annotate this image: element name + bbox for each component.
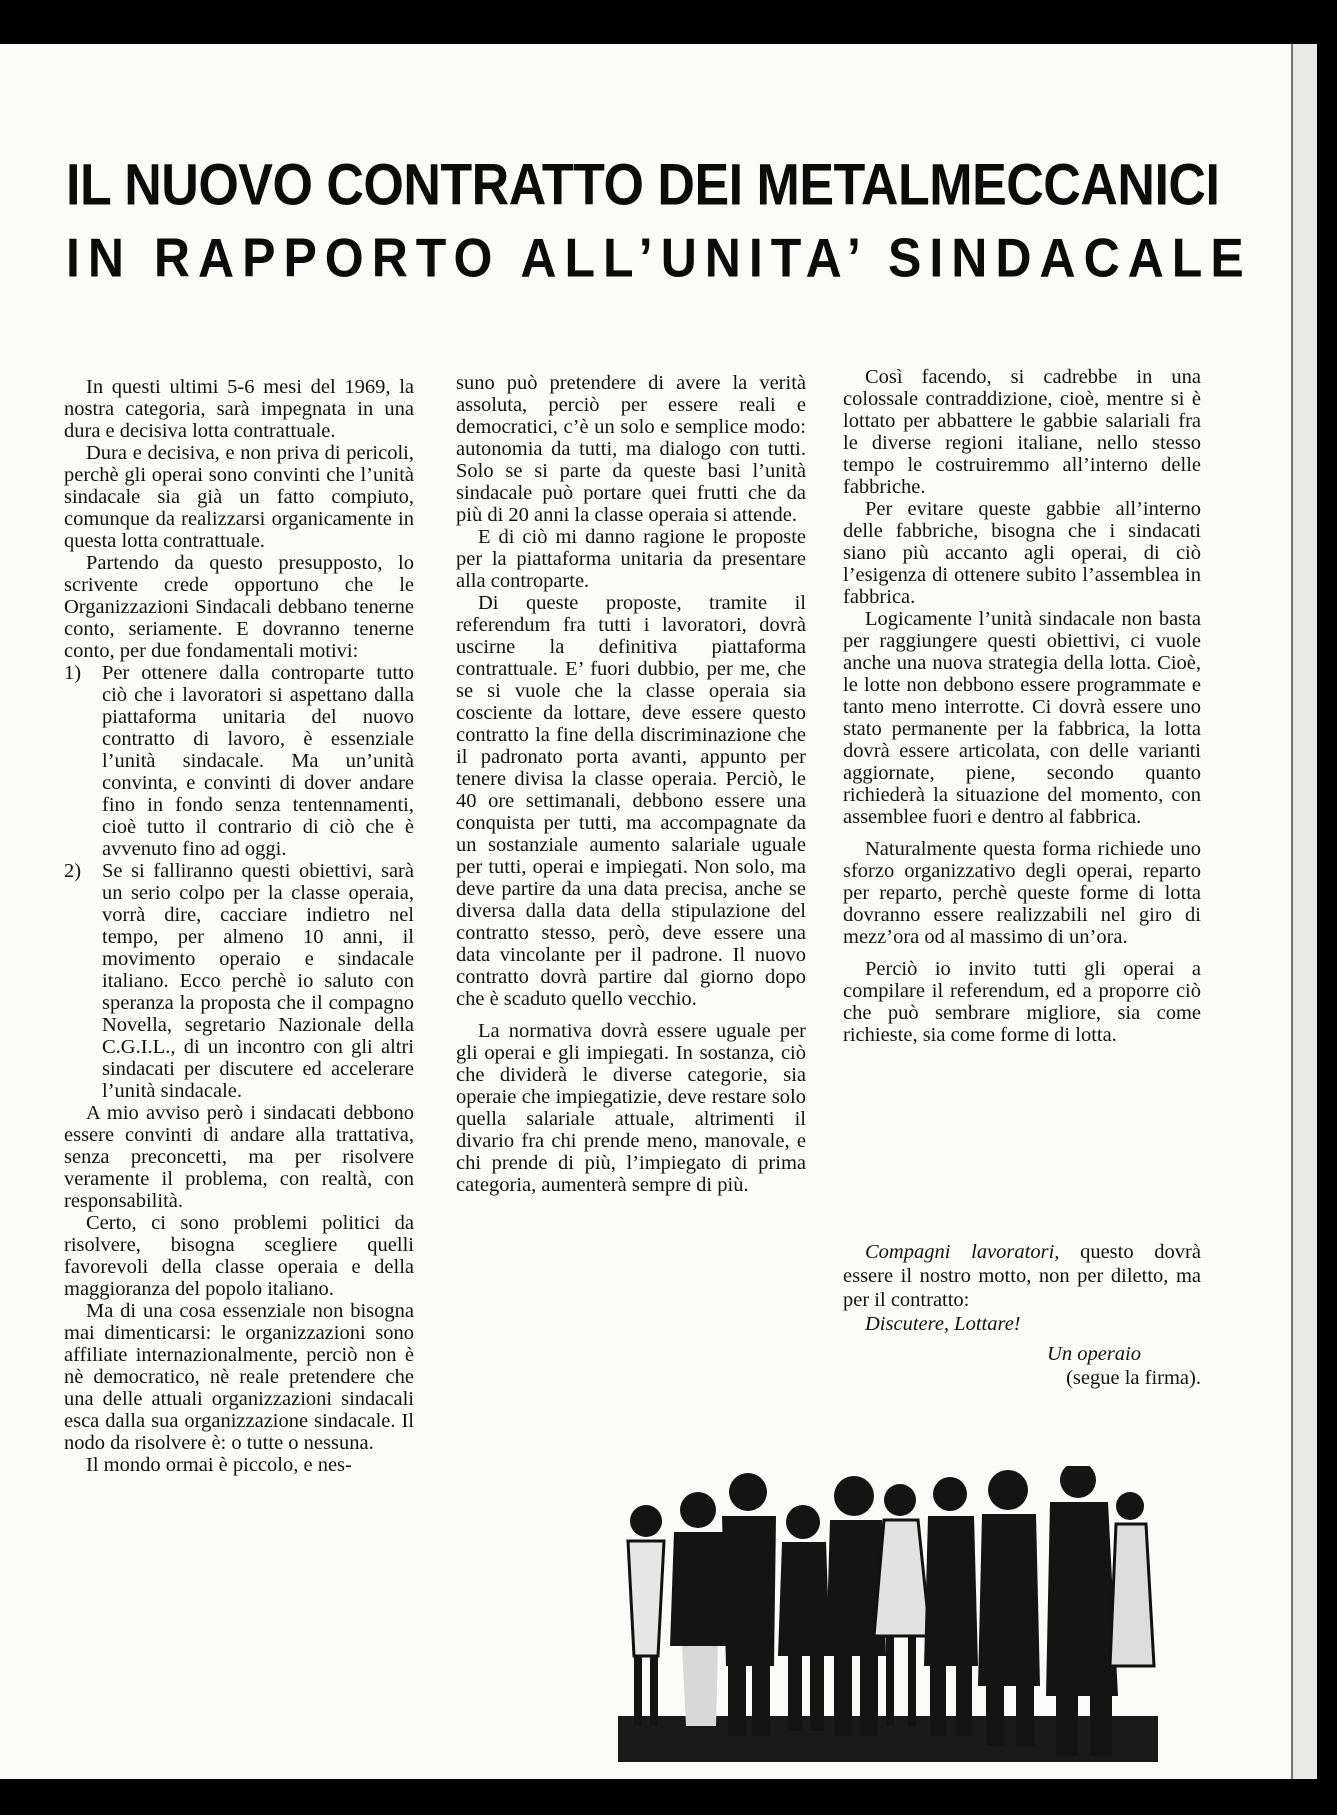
headline-line-1: IL NUOVO CONTRATTO DEI METALMECCANICI (66, 153, 1220, 219)
spacer (843, 948, 1201, 958)
list-text: Se si falliranno questi obiettivi, sarà un serio colpo per la classe operaia, vorrà dire, cacciare indietro nel tempo, per almeno 10 anni, il movimento operaio e sindacale italiano. Ecco perchè io saluto con speranza la proposta che il compagno Novella, segretario Nazionale della C.G.I.L., di un incontro con gli altri sindacati per discutere ed accelerare l’unità sindacale. (102, 860, 414, 1102)
list-text: Per ottenere dalla controparte tutto ciò che i lavoratori si aspettano dalla piattaforma unitaria del nuovo contratto di lavoro, è essenziale l’unità sindacale. Ma un’unità convinta, e convinti di dover andare fino in fondo senza tentennamenti, cioè tutto il contrario di ciò che è avvenuto fino ad oggi. (102, 662, 414, 860)
paragraph: In questi ultimi 5-6 mesi del 1969, la nostra categoria, sarà impegnata in una dura e decisiva lotta contrattuale. (64, 376, 414, 442)
motto-lead: Compagni lavoratori, (865, 1241, 1060, 1263)
article-column-1 (64, 376, 414, 1476)
paragraph: suno può pretendere di avere la verità assoluta, perciò per essere reali e democratici, c’è un solo e semplice modo: autonomia da tutti, ma dialogo con tutti. Solo se si parte da queste basi l’unità sindacale può portare quei frutti che da più di 20 anni la classe operaia si attende. (456, 372, 806, 526)
paragraph: Perciò io invito tutti gli operai a compilare il referendum, ed a proporre ciò che può sembrare migliore, sia come richieste, sia come forme di lotta. (843, 958, 1201, 1046)
paragraph: La normativa dovrà essere uguale per gli operai e gli impiegati. In sostanza, ciò che dividerà le diverse categorie, sia operaie che impiegatizie, deve restare solo quella salariale attuale, altrimenti il divario fra chi prende meno, manovale, e chi prende di più, l’impiegato di prima categoria, aumenterà sempre di più. (456, 1020, 806, 1196)
paragraph: Certo, ci sono problemi politici da risolvere, bisogna scegliere quelli favorevoli della classe operaia e della maggioranza del popolo italiano. (64, 1212, 414, 1300)
author: Un operaio (1047, 1343, 1141, 1365)
list-item (64, 662, 414, 860)
paragraph: Di queste proposte, tramite il referendum fra tutti i lavoratori, dovrà uscirne la definitiva piattaforma contrattuale. E’ fuori dubbio, per me, che se si vuole che la classe operaia sia cosciente da lottare, deve essere questo contratto la fine della discriminazione che il padronato porta avanti, appunto per tenere divisa la classe operaia. Perciò, le 40 ore settimanali, debbono essere una conquista per tutti, ma accompagnate da un sostanziale aumento salariale uguale per tutti, operai e impiegati. Non solo, ma deve partire da una data precisa, anche se diversa dalla data della stipulazione del contratto stesso, però, deve essere una data vincolante per il padrone. Il nuovo contratto dovrà partire dal giorno dopo che è scaduto quello vecchio. (456, 592, 806, 1010)
paragraph: Per evitare queste gabbie all’interno delle fabbriche, bisogna che i sindacati siano più accanto agli operai, di ciò l’esigenza di ottenere subito l’assemblea in fabbrica. (843, 498, 1201, 608)
paragraph: E di ciò mi danno ragione le proposte per la piattaforma unitaria da presentare alla controparte. (456, 526, 806, 592)
paragraph: Naturalmente questa forma richiede uno sforzo organizzativo degli operai, reparto per reparto, perchè queste forme di lotta dovranno essere realizzabili nel giro di mezz’ora od al massimo di un’ora. (843, 838, 1201, 948)
workers-photo (598, 1466, 1168, 1779)
list-item (64, 860, 414, 1102)
page-edge (1291, 44, 1317, 1779)
motivi-list (64, 662, 414, 1102)
article-column-3 (843, 366, 1201, 1046)
list-number: 2) (64, 860, 82, 882)
spacer (843, 828, 1201, 838)
paragraph: Logicamente l’unità sindacale non basta per raggiungere questi obiettivi, ci vuole anche una nuova strategia della lotta. Cioè, le lotte non debbono essere programmate e tanto meno interrotte. Ci dovrà essere uno stato permanente per la fabbrica, la lotta dovrà essere articolata, con delle varianti aggiornate, piene, secondo quanto richiederà la situazione del momento, con assemblee fuori e dentro al fabbrica. (843, 608, 1201, 828)
spacer (456, 1010, 806, 1020)
signature-note: (segue la firma). (1066, 1367, 1201, 1389)
workers-silhouette-image (598, 1466, 1168, 1779)
paragraph: Dura e decisiva, e non priva di pericoli, perchè gli operai sono convinti che l’unità sindacale sia già un fatto compiuto, comunque da realizzarsi organicamente in questa lotta contrattuale. (64, 442, 414, 552)
signoff-block (843, 1240, 1201, 1390)
document-page (0, 44, 1291, 1779)
slogan: Discutere, Lottare! (865, 1313, 1021, 1335)
paragraph: Partendo da questo presupposto, lo scrivente crede opportuno che le Organizzazioni Sindacali debbano tenerne conto, seriamente. E dovranno tenerne conto, per due fondamentali motivi: (64, 552, 414, 662)
headline-line-2: IN RAPPORTO ALL’UNITA’ SINDACALE (66, 227, 1252, 289)
list-number: 1) (64, 662, 82, 684)
article-column-2 (456, 372, 806, 1196)
paragraph: Ma di una cosa essenziale non bisogna mai dimenticarsi: le organizzazioni sono affiliate internazionalmente, perciò non è nè democratico, nè reale pretendere che una delle attuali organizzazioni sindacali esca dalla sua organizzazione sindacale. Il nodo da risolvere è: o tutte o nessuna. (64, 1300, 414, 1454)
motto-rest: questo dovrà essere il nostro motto, non per diletto, ma per il contratto: (843, 1241, 1201, 1311)
motto (843, 1240, 1201, 1312)
paragraph: Il mondo ormai è piccolo, e nes- (86, 1454, 352, 1476)
paragraph: A mio avviso però i sindacati debbono essere convinti di andare alla trattativa, senza preconcetti, ma per risolvere veramente il problema, con realtà, con responsabilità. (64, 1102, 414, 1212)
paragraph: Così facendo, si cadrebbe in una colossale contraddizione, cioè, mentre si è lottato per abbattere le gabbie salariali fra le diverse regioni italiane, nello stesso tempo le costruiremmo all’interno delle fabbriche. (843, 366, 1201, 498)
